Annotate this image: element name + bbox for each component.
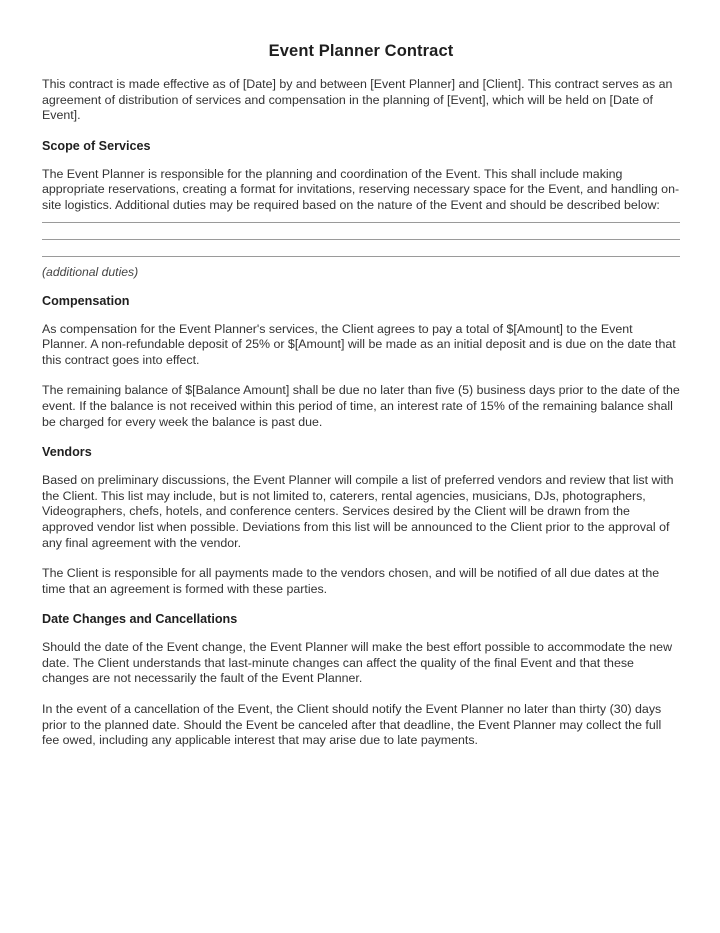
compensation-paragraph-2: The remaining balance of $[Balance Amount] shall be due no later than five (5) business days prior to the date of the event. If the balance is not received within this period of time, an interest rate of 15% of the remaining balance shall be charged for every week the balance is past due. (42, 383, 680, 429)
compensation-heading: Compensation (42, 293, 130, 308)
blank-line-3 (42, 256, 680, 257)
scope-heading: Scope of Services (42, 138, 151, 153)
intro-paragraph: This contract is made effective as of [Date] by and between [Event Planner] and [Client]. This contract serves as an agreement of distribution of services and compensation in the planning of [Event], which will be held on [Date of Event]. (42, 77, 673, 123)
additional-duties-note: (additional duties) (42, 264, 139, 279)
vendors-paragraph-2: The Client is responsible for all payments made to the vendors chosen, and will be notified of all due dates at the time that an agreement is formed with these parties. (42, 566, 660, 596)
vendors-heading: Vendors (42, 445, 92, 460)
additional-duties-lines (42, 222, 680, 257)
changes-paragraph-1: Should the date of the Event change, the Event Planner will make the best effort possible to accommodate the new date. The Client understands that last-minute changes can affect the quality of the final Event and that these changes are not necessarily the fault of the Event Planner. (42, 640, 673, 686)
changes-paragraph-2: In the event of a cancellation of the Event, the Client should notify the Event Planner no later than thirty (30) days prior to the planned date. Should the Event be canceled after that deadline, the Event Planner may collect the full fee owed, including any applicable interest that may arise due to late payments. (42, 702, 662, 748)
blank-line-1 (42, 222, 680, 223)
scope-paragraph: The Event Planner is responsible for the planning and coordination of the Event. This shall include making appropriate reservations, creating a format for invitations, reserving necessary space for the Event, and handling on-site logistics. Additional duties may be required based on the nature of the Event and should be described below: (42, 166, 680, 212)
blank-line-2 (42, 239, 680, 240)
document-title: Event Planner Contract (268, 42, 454, 60)
compensation-paragraph-1: As compensation for the Event Planner's services, the Client agrees to pay a total of $[Amount] to the Event Planner. A non-refundable deposit of 25% or $[Amount] will be made as an initial deposit and is due on the date that this contract goes into effect. (42, 321, 676, 367)
vendors-paragraph-1: Based on preliminary discussions, the Event Planner will compile a list of preferred vendors and review that list with the Client. This list may include, but is not limited to, caterers, rental agencies, musicians, DJs, photographers, Videographers, chefs, hotels, and conference centers. Services desired by the Client will be drawn from the approved vendor list when possible. Deviations from this list will be announced to the Client prior to the approval of any final agreement with the vendor. (42, 473, 674, 550)
changes-heading: Date Changes and Cancellations (42, 612, 238, 627)
